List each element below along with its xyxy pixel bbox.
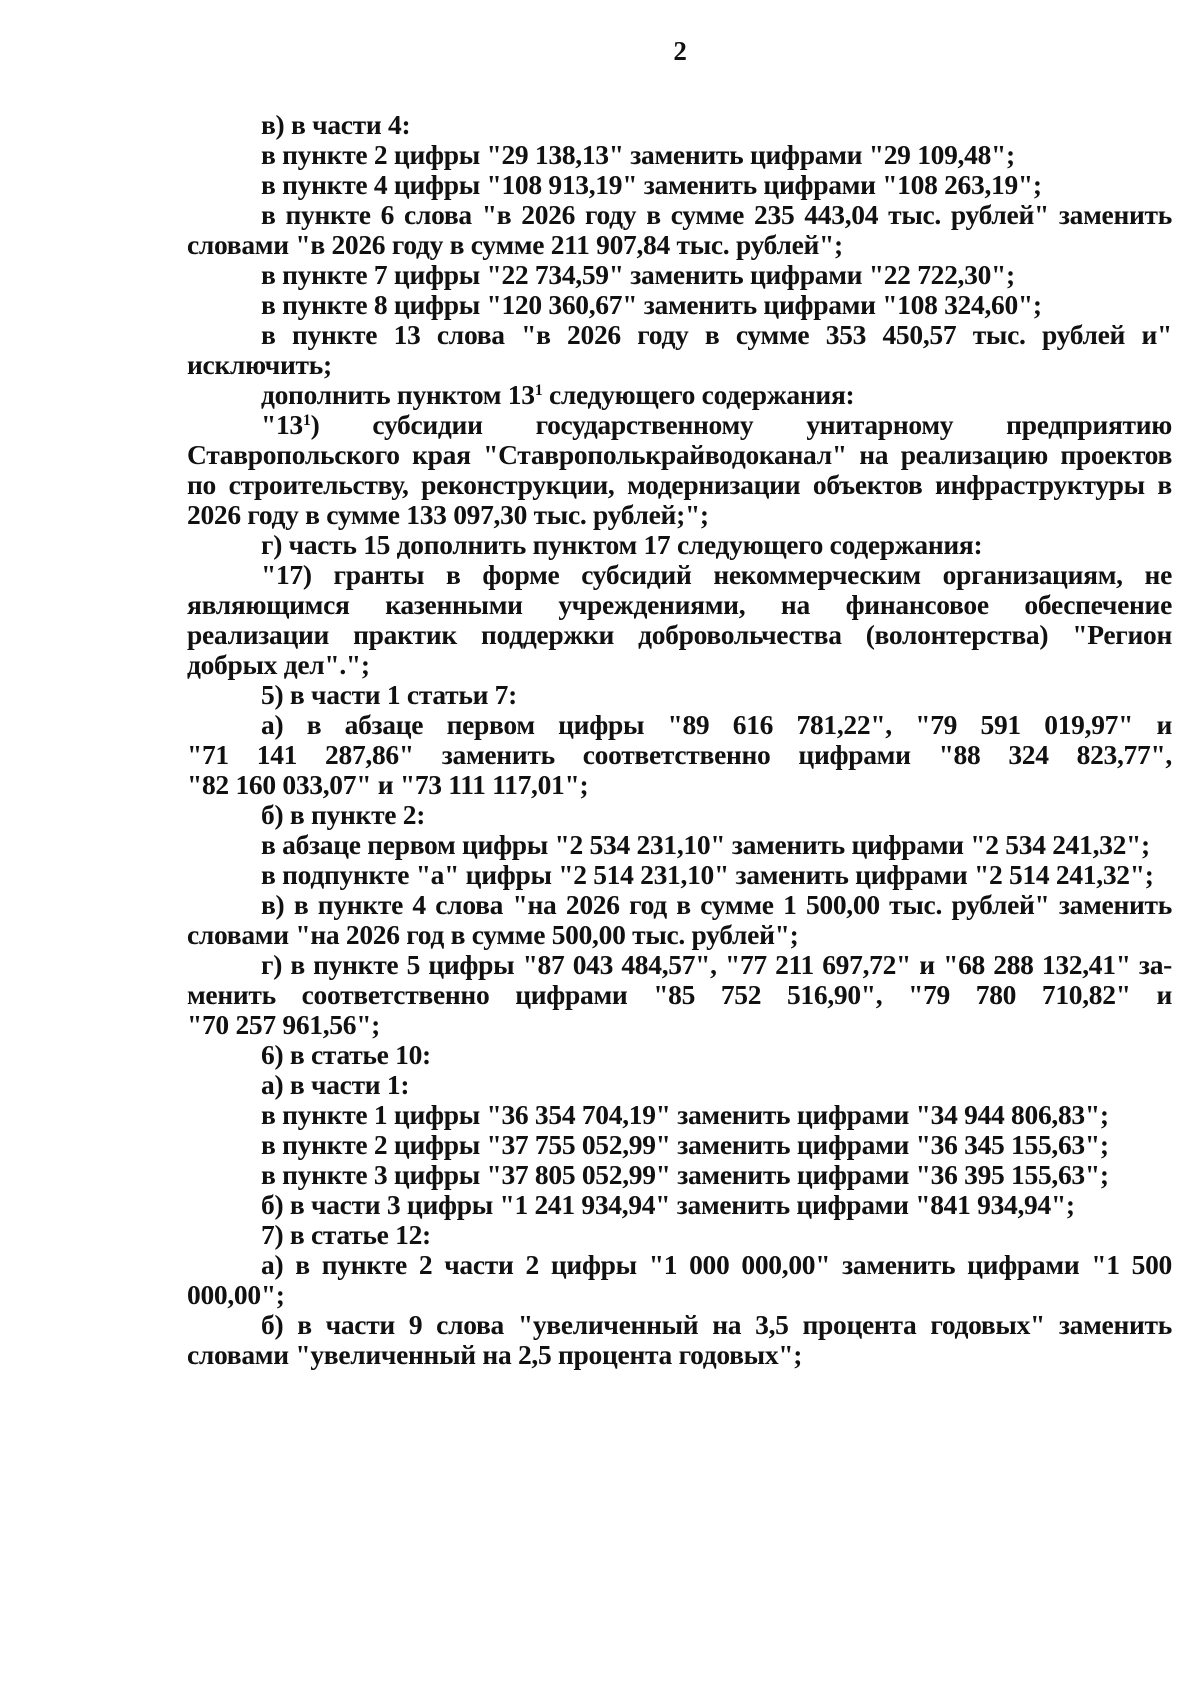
paragraph: 5) в части 1 статьи 7: bbox=[261, 679, 517, 710]
paragraph: в пункте 7 цифры "22 734,59" заменить цифрами "22 722,30"; bbox=[261, 259, 1015, 290]
paragraph: в пункте 1 цифры "36 354 704,19" заменить цифрами "34 944 806,83"; bbox=[261, 1099, 1109, 1130]
paragraph-line: г) в пункте 5 цифры "87 043 484,57", "77 211 697,72" и "68 288 132,41" за- bbox=[261, 949, 1172, 980]
paragraph: б) в части 9 слова "увеличенный на 3,5 процента годовых" заменить словами "увеличенный на 2,5 процента годовых"; bbox=[187, 1309, 1172, 1370]
paragraph-line: "70 257 961,56"; bbox=[187, 1009, 381, 1040]
paragraph-line: а) в абзаце первом цифры "89 616 781,22", "79 591 019,97" и bbox=[261, 709, 1172, 740]
paragraph: 7) в статье 12: bbox=[261, 1219, 431, 1250]
paragraph: в пункте 2 цифры "37 755 052,99" заменить цифрами "36 345 155,63"; bbox=[261, 1129, 1109, 1160]
paragraph: б) в части 3 цифры "1 241 934,94" заменить цифрами "841 934,94"; bbox=[261, 1189, 1075, 1220]
paragraph-text: следующего содержания: bbox=[542, 379, 855, 410]
paragraph: 6) в статье 10: bbox=[261, 1039, 431, 1070]
paragraph: б) в пункте 2: bbox=[261, 799, 426, 830]
paragraph: в пункте 3 цифры "37 805 052,99" заменить цифрами "36 395 155,63"; bbox=[261, 1159, 1109, 1190]
paragraph: в подпункте "а" цифры "2 514 231,10" заменить цифрами "2 514 241,32"; bbox=[261, 859, 1154, 890]
paragraph bbox=[187, 710, 1172, 800]
page-number: 2 bbox=[673, 36, 687, 66]
paragraph-text: дополнить пунктом 13 bbox=[261, 379, 535, 410]
paragraph: в) в части 4: bbox=[261, 109, 411, 140]
paragraph: в пункте 8 цифры "120 360,67" заменить цифрами "108 324,60"; bbox=[261, 289, 1042, 320]
document-body bbox=[187, 110, 1172, 1370]
paragraph bbox=[187, 380, 1172, 410]
paragraph-line: "71 141 287,86" заменить соответственно цифрами "88 324 823,77", bbox=[187, 739, 1172, 770]
paragraph: в пункте 13 слова "в 2026 году в сумме 353 450,57 тыс. рублей и" исключить; bbox=[187, 319, 1172, 380]
paragraph bbox=[187, 950, 1172, 1040]
paragraph: в пункте 2 цифры "29 138,13" заменить цифрами "29 109,48"; bbox=[261, 139, 1015, 170]
superscript: 1 bbox=[534, 382, 543, 399]
superscript: 1 bbox=[302, 412, 311, 429]
paragraph-text: "13 bbox=[261, 409, 303, 440]
paragraph: а) в пункте 2 части 2 цифры "1 000 000,00" заменить цифрами "1 500 000,00"; bbox=[187, 1249, 1172, 1310]
paragraph: "17) гранты в форме субсидий некоммерческим организациям, не являющимся казенными учреждениями, на финансовое обеспечение реализации практик поддержки добровольчества (волонтерства) "Регион добрых дел"."; bbox=[187, 559, 1172, 680]
paragraph-text: ) субсидии государственному унитарному предприятию Ставропольского края "Ставрополькрайводоканал" на реализацию проектов по строительству, реконструкции, модернизации объектов инфраструктуры в 2026 году в сумме 133 097,30 тыс. рублей;"; bbox=[187, 409, 1172, 530]
paragraph: в абзаце первом цифры "2 534 231,10" заменить цифрами "2 534 241,32"; bbox=[261, 829, 1150, 860]
paragraph-line: "82 160 033,07" и "73 111 117,01"; bbox=[187, 769, 589, 800]
paragraph-line: менить соответственно цифрами "85 752 516,90", "79 780 710,82" и bbox=[187, 979, 1172, 1010]
paragraph: г) часть 15 дополнить пунктом 17 следующего содержания: bbox=[261, 529, 983, 560]
paragraph: в) в пункте 4 слова "на 2026 год в сумме 1 500,00 тыс. рублей" заменить словами "на 2026 год в сумме 500,00 тыс. рублей"; bbox=[187, 889, 1172, 950]
paragraph: а) в части 1: bbox=[261, 1069, 410, 1100]
paragraph bbox=[187, 410, 1172, 530]
paragraph: в пункте 4 цифры "108 913,19" заменить цифрами "108 263,19"; bbox=[261, 169, 1042, 200]
paragraph: в пункте 6 слова "в 2026 году в сумме 235 443,04 тыс. рублей" заменить словами "в 2026 году в сумме 211 907,84 тыс. рублей"; bbox=[187, 199, 1172, 260]
